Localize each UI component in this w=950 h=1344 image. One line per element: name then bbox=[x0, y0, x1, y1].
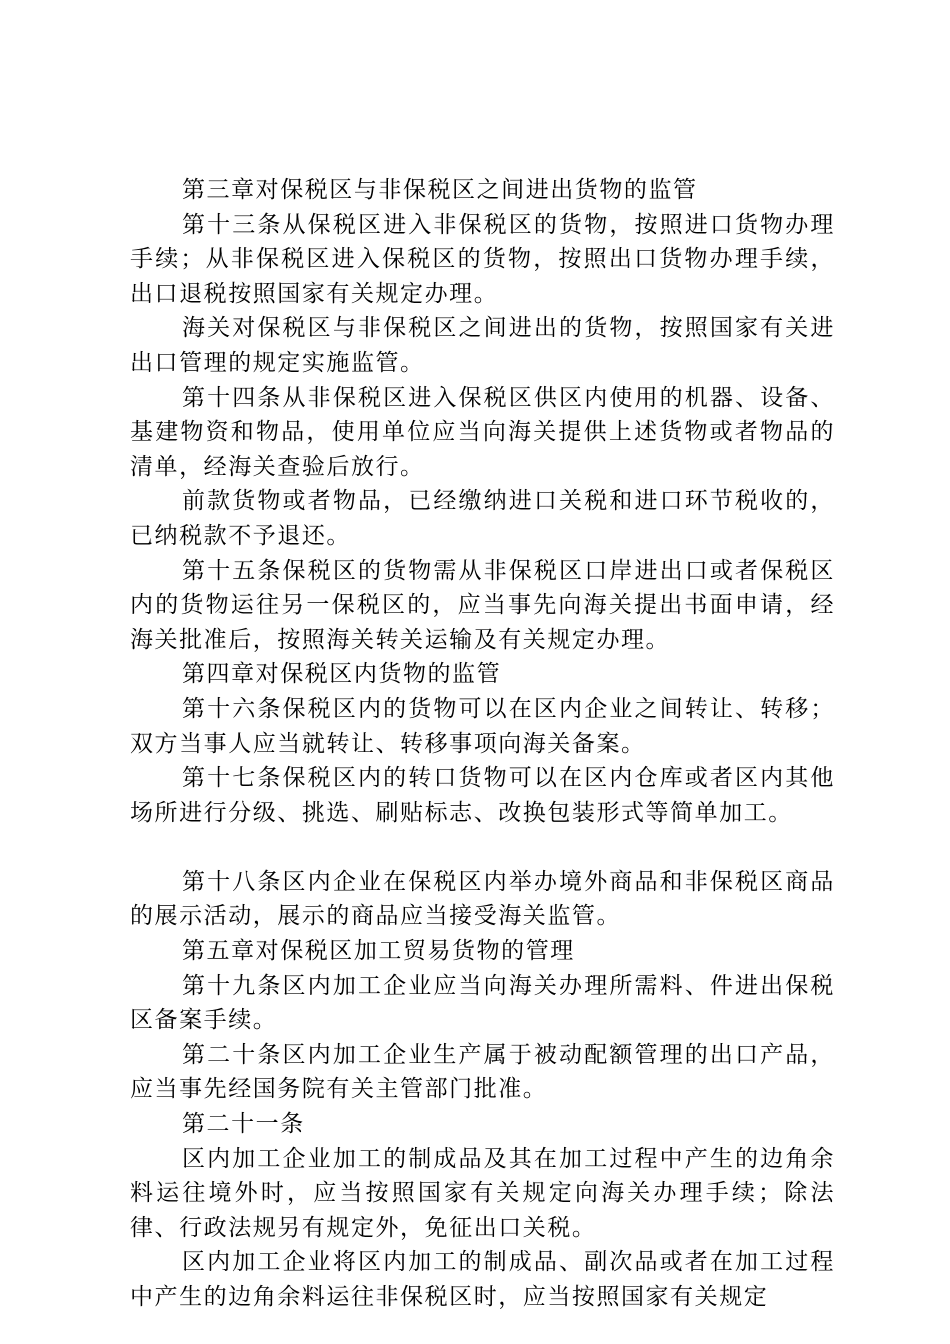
chapter-3-heading: 第三章对保税区与非保税区之间进出货物的监管 bbox=[182, 177, 698, 203]
article-14-para-2: 前款货物或者物品，已经缴纳进口关税和进口环节税收的，已纳税款不予退还。 bbox=[130, 488, 835, 549]
article-15: 第十五条保税区的货物需从非保税区口岸进出口或者保税区内的货物运往另一保税区的，应当事先向海关提出书面申请，经海关批准后，按照海关转关运输及有关规定办理。 bbox=[130, 557, 835, 653]
article-18: 第十八条区内企业在保税区内举办境外商品和非保税区商品的展示活动，展示的商品应当接受海关监管。 bbox=[130, 868, 835, 930]
article-16: 第十六条保税区内的货物可以在区内企业之间转让、转移；双方当事人应当就转让、转移事项向海关备案。 bbox=[130, 695, 835, 757]
article-14: 第十四条从非保税区进入保税区供区内使用的机器、设备、基建物资和物品，使用单位应当向海关提供上述货物或者物品的清单，经海关查验后放行。 bbox=[130, 384, 835, 480]
document-body bbox=[130, 173, 835, 1315]
article-21-para-1: 区内加工企业加工的制成品及其在加工过程中产生的边角余料运往境外时，应当按照国家有关规定向海关办理手续；除法律、行政法规另有规定外，免征出口关税。 bbox=[130, 1145, 835, 1241]
article-13: 第十三条从保税区进入非保税区的货物，按照进口货物办理手续；从非保税区进入保税区的货物，按照出口货物办理手续，出口退税按照国家有关规定办理。 bbox=[130, 211, 835, 307]
article-13-para-2: 海关对保税区与非保税区之间进出的货物，按照国家有关进出口管理的规定实施监管。 bbox=[130, 315, 835, 376]
blank-line bbox=[130, 830, 835, 865]
article-21-heading: 第二十一条 bbox=[182, 1111, 305, 1138]
article-20: 第二十条区内加工企业生产属于被动配额管理的出口产品，应当事先经国务院有关主管部门批准。 bbox=[130, 1041, 835, 1103]
article-19: 第十九条区内加工企业应当向海关办理所需料、件进出保税区备案手续。 bbox=[130, 972, 835, 1034]
article-21-para-2: 区内加工企业将区内加工的制成品、副次品或者在加工过程中产生的边角余料运往非保税区时，应当按照国家有关规定 bbox=[130, 1249, 835, 1310]
chapter-4-heading: 第四章对保税区内货物的监管 bbox=[182, 661, 502, 688]
article-17: 第十七条保税区内的转口货物可以在区内仓库或者区内其他场所进行分级、挑选、刷贴标志、改换包装形式等简单加工。 bbox=[130, 765, 835, 826]
chapter-5-heading: 第五章对保税区加工贸易货物的管理 bbox=[182, 938, 575, 965]
